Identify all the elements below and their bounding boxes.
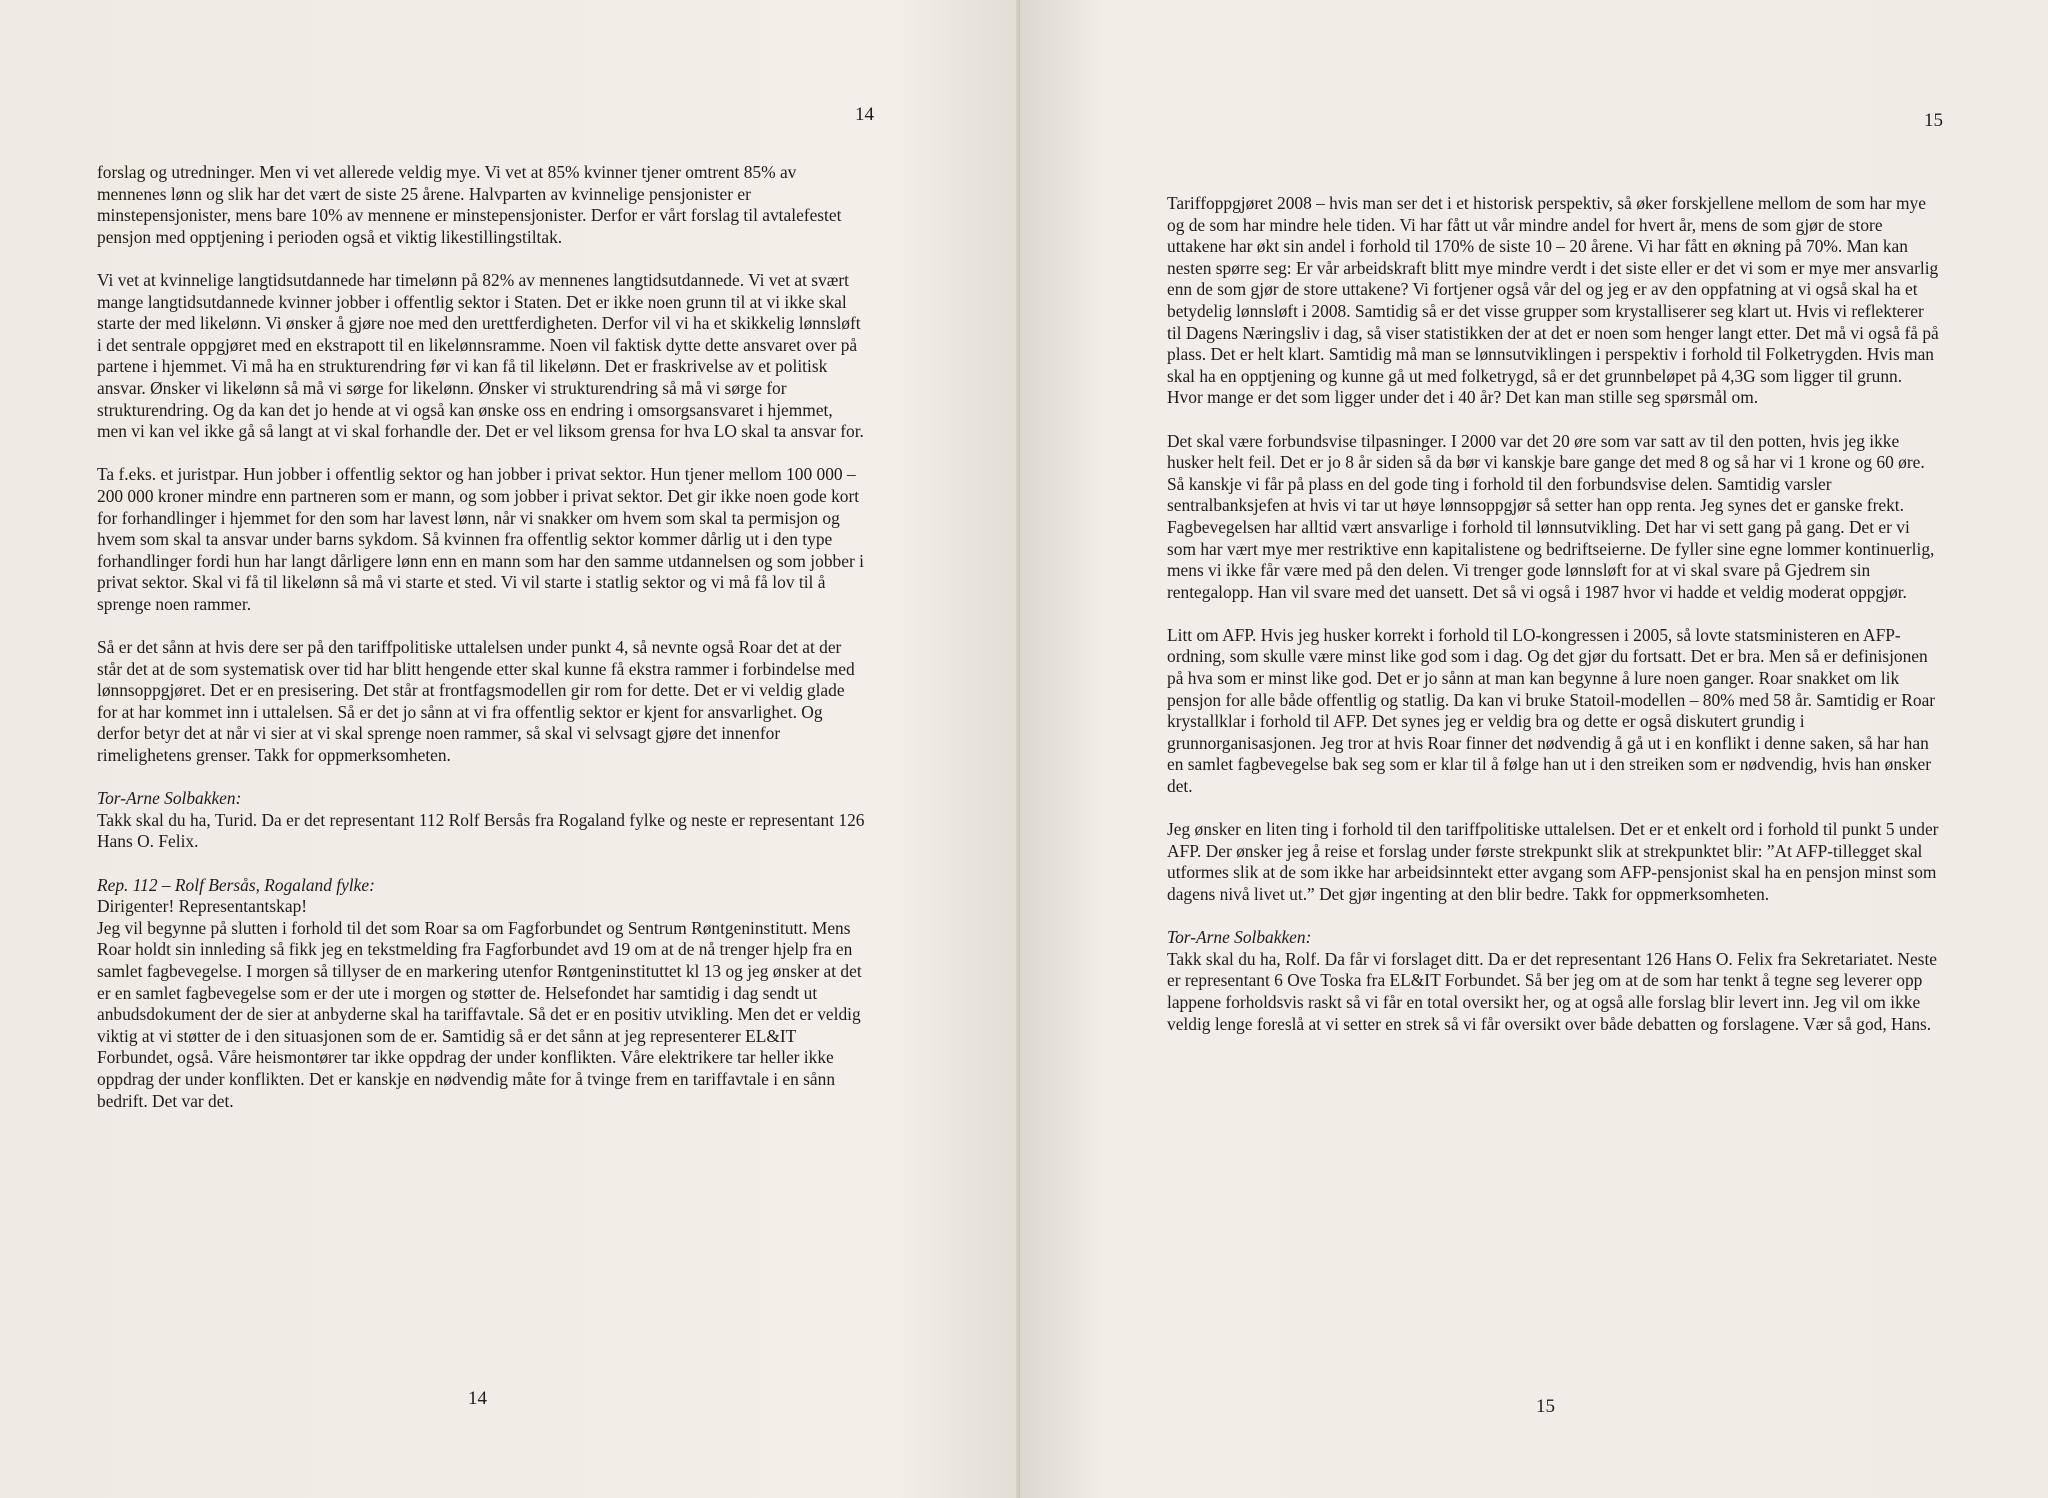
speaker-text: Jeg vil begynne på slutten i forhold til det som Roar sa om Fagforbundet og Sentrum Røntgeninstitutt. Mens Roar holdt sin innleding så fikk jeg en tekstmelding fra Fagforbundet avd 19 om at de nå trenger hjelp fra en samlet fagbevegelse. I morgen så tillyser de en markering utenfor Røntgeninstituttet kl 13 og jeg ønsker at det er en samlet fagbevegelse som er der ute i morgen og støtter de. Helsefondet har samtidig i dag sendt ut anbudsdokument der de sier at anbyderne skal ha tariffavtale. Så det er en positiv utvikling. Men det er veldig viktig at vi støtter de i den situasjonen som de er. Samtidig så er det sånn at jeg representerer EL&IT Forbundet, også. Våre heismontører tar ikke oppdrag der under konflikten. Våre elektrikere tar heller ikke oppdrag der under konflikten. Det er kanskje en nødvendig måte for å tvinge frem en tariffavtale i en sånn bedrift. Det var det. [97, 917, 862, 1111]
page-body [97, 162, 865, 1134]
page-number-top: 14 [855, 104, 874, 125]
right-page [1020, 0, 2048, 1498]
speaker-name: Rep. 112 – Rolf Bersås, Rogaland fylke: [97, 874, 375, 895]
speaker-name: Tor-Arne Solbakken: [1167, 927, 1312, 948]
paragraph: Tariffoppgjøret 2008 – hvis man ser det i et historisk perspektiv, så øker forskjellene mellom de som har mye og de som har mindre hele tiden. Vi har fått ut vår mindre andel for hvert år, mens de som gjør de store uttakene har økt sin andel i forhold til 170% de siste 10 – 20 årene. Vi har fått en økning på 70%. Man kan nesten spørre seg: Er vår arbeidskraft blitt mye mindre verdt i det siste eller er det vi som er mye mer ansvarlig enn de som gjør de store uttakene? Vi fortjener også vår del og jeg er av den oppfatning at vi også skal ha et betydelig lønnsløft i 2008. Samtidig så er det visse grupper som krystalliserer seg klart ut. Hvis vi reflekterer til Dagens Næringsliv i dag, så viser statistikken der at det er noen som henger langt etter. Det må vi også få på plass. Det er helt klart. Samtidig må man se lønnsutviklingen i perspektiv i forhold til Folketrygden. Hvis man skal ha en opptjening og kunne gå ut med folketrygd, så er det grunnbeløpet på 4,3G som ligger til grunn. Hvor mange er det som ligger under det i 40 år? Det kan man stille seg spørsmål om. [1167, 193, 1939, 408]
speaker-name: Tor-Arne Solbakken: [97, 788, 242, 809]
paragraph: Jeg ønsker en liten ting i forhold til den tariffpolitiske uttalelsen. Det er et enkelt ord i forhold til punkt 5 under AFP. Der ønsker jeg å reise et forslag under første strekpunkt slik at strekpunktet blir: ”At AFP-tillegget skal utformes slik at de som ikke har arbeidsinntekt etter avgang som AFP-pensjonist skal ha en pensjon minst som dagens nivå livet ut.” Det gjør ingenting at den blir bedre. Takk for oppmerksomheten. [1167, 819, 1939, 904]
paragraph: Ta f.eks. et juristpar. Hun jobber i offentlig sektor og han jobber i privat sektor. Hun tjener mellom 100 000 – 200 000 kroner mindre enn partneren som er mann, og som jobber i privat sektor. Det gir ikke noen gode kort for forhandlinger i hjemmet for den som har lavest lønn, når vi snakker om hvem som skal ta permisjon og hvem som skal ta ansvar under barns sykdom. Så kvinnen fra offentlig sektor kommer dårlig ut i den type forhandlinger fordi hun har langt dårligere lønn enn en mann som har den samme utdannelsen og som jobber i privat sektor. Skal vi få til likelønn så må vi starte et sted. Vi vil starte i statlig sektor og vi må få lov til å sprenge noen rammer. [97, 464, 864, 614]
speaker-text: Takk skal du ha, Rolf. Da får vi forslaget ditt. Da er det representant 126 Hans O. Felix fra Sekretariatet. Neste er representant 6 Ove Toska fra EL&IT Forbundet. Så ber jeg om at de som har tenkt å tegne seg leverer opp lappene forholdsvis raskt så vi får en total oversikt her, og at også alle forslag blir levert inn. Jeg vil om ikke veldig lenge foreslå at vi setter en strek så vi får oversikt over både debatten og forslagene. Vær så god, Hans. [1167, 948, 1937, 1034]
speaker-text: Takk skal du ha, Turid. Da er det representant 112 Rolf Bersås fra Rogaland fylke og neste er representant 126 Hans O. Felix. [97, 809, 865, 852]
paragraph: Så er det sånn at hvis dere ser på den tariffpolitiske uttalelsen under punkt 4, så nevnte også Roar det at der står det at de som systematisk over tid har blitt hengende etter skal kunne få ekstra rammer i forbindelse med lønnsoppgjøret. Det er en presisering. Det står at frontfagsmodellen gir rom for dette. Det er vi veldig glade for at har kommet inn i uttalelsen. Så er det jo sånn at vi fra offentlig sektor er kjent for ansvarlighet. Og derfor betyr det at når vi sier at vi skal sprenge noen rammer, så skal vi selvsagt gjøre det innenfor rimelighetens grenser. Takk for oppmerksomheten. [97, 637, 855, 766]
page-number-top: 15 [1924, 110, 1943, 131]
paragraph: Litt om AFP. Hvis jeg husker korrekt i forhold til LO-kongressen i 2005, så lovte statsministeren en AFP-ordning, som skulle være minst like god som i dag. Og det gjør du fortsatt. Det er bra. Men så er definisjonen på hva som er minst like god. Det er jo sånn at man kan begynne å lure noen ganger. Roar snakket om lik pensjon for alle både offentlig og statlig. Da kan vi bruke Statoil-modellen – 80% med 58 år. Samtidig er Roar krystallklar i forhold til AFP. Det synes jeg er veldig bra og dette er også diskutert grundig i grunnorganisasjonen. Jeg tror at hvis Roar finner det nødvendig å gå ut i en konflikt i denne saken, så har han en samlet fagbevegelse bak seg som er klar til å følge han ut i den streiken som er nødvendig, hvis han ønsker det. [1167, 624, 1936, 797]
speaker-greeting: Dirigenter! Representantskap! [97, 896, 308, 917]
page-body [1167, 193, 1942, 1057]
page-number-bottom: 15 [1536, 1396, 1555, 1417]
paragraph: forslag og utredninger. Men vi vet allerede veldig mye. Vi vet at 85% kvinner tjener omtrent 85% av mennenes lønn og slik har det vært de siste 25 årene. Halvparten av kvinnelige pensjonister er minstepensjonister, mens bare 10% av mennene er minstepensjonister. Derfor er vårt forslag til avtalefestet pensjon med opptjening i perioden også et viktig likestillingstiltak. [97, 162, 842, 247]
page-number-bottom: 14 [468, 1388, 487, 1409]
left-page [0, 0, 1020, 1498]
paragraph: Det skal være forbundsvise tilpasninger. I 2000 var det 20 øre som var satt av til den potten, hvis jeg ikke husker helt feil. Det er jo 8 år siden så da bør vi kanskje bare gange det med 8 og så har vi 1 krone og 60 øre. Så kanskje vi får på plass en del gode ting i forhold til den forbundsvise delen. Samtidig varsler sentralbanksjefen at hvis vi tar ut høye lønnsoppgjør så setter han opp renta. Jeg synes det er ganske frekt. Fagbevegelsen har alltid vært ansvarlige i forhold til lønnsutvikling. Det har vi sett gang på gang. Det er vi som har vært mye mer restriktive enn kapitalistene og bedriftseierne. De fyller sine egne lommer kontinuerlig, mens vi ikke får være med på den delen. Vi trenger gode lønnsløft for at vi skal svare på Gjedrem sin rentegalopp. Han vil svare med det uansett. Det så vi også i 1987 hvor vi hadde et veldig moderat oppgjør. [1167, 430, 1935, 602]
paragraph: Vi vet at kvinnelige langtidsutdannede har timelønn på 82% av mennenes langtidsutdannede. Vi vet at svært mange langtidsutdannede kvinner jobber i offentlig sektor i Staten. Det er ikke noen grunn til at vi ikke skal starte der med likelønn. Vi ønsker å gjøre noe med den urettferdigheten. Derfor vil vi ha et skikkelig lønnsløft i det sentrale oppgjøret med en ekstrapott til en likelønnsramme. Noen vil faktisk dytte dette ansvaret over på partene i hjemmet. Vi må ha en strukturendring før vi kan få til likelønn. Det er fraskrivelse av et politisk ansvar. Ønsker vi likelønn så må vi sørge for likelønn. Ønsker vi strukturendring så må vi sørge for strukturendring. Og da kan det jo hende at vi også kan ønske oss en endring i omsorgsansvaret i hjemmet, men vi kan vel ikke gå så langt at vi skal forhandle der. Det er vel liksom grensa for hva LO skal ta ansvar for. [97, 269, 864, 442]
